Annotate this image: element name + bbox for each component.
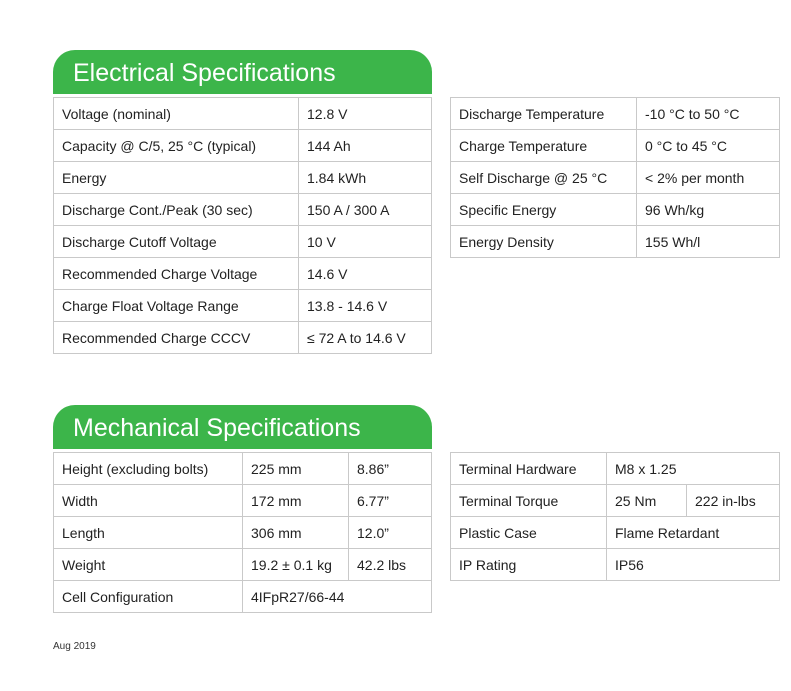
- spec-value: 0 °C to 45 °C: [637, 130, 780, 162]
- spec-value: 1.84 kWh: [299, 162, 432, 194]
- spec-label: Energy Density: [451, 226, 637, 258]
- spec-value: ≤ 72 A to 14.6 V: [299, 322, 432, 354]
- spec-label: Self Discharge @ 25 °C: [451, 162, 637, 194]
- spec-value: 25 Nm: [607, 485, 687, 517]
- spec-value: 19.2 ± 0.1 kg: [243, 549, 349, 581]
- table-row: [451, 485, 780, 517]
- electrical-specs-table: [53, 97, 432, 354]
- spec-value: 6.77”: [349, 485, 432, 517]
- spec-value: 14.6 V: [299, 258, 432, 290]
- spec-label: Discharge Cont./Peak (30 sec): [54, 194, 299, 226]
- spec-label: Plastic Case: [451, 517, 607, 549]
- document-date: Aug 2019: [53, 641, 96, 652]
- spec-label: Weight: [54, 549, 243, 581]
- spec-label: Width: [54, 485, 243, 517]
- table-row: [54, 453, 432, 485]
- spec-value: 172 mm: [243, 485, 349, 517]
- spec-label: Cell Configuration: [54, 581, 243, 613]
- spec-label: Specific Energy: [451, 194, 637, 226]
- mechanical-terminal-table: [450, 452, 780, 581]
- table-row: [54, 98, 432, 130]
- spec-value: 222 in-lbs: [687, 485, 780, 517]
- spec-label: Height (excluding bolts): [54, 453, 243, 485]
- table-row: [54, 258, 432, 290]
- spec-value: 144 Ah: [299, 130, 432, 162]
- table-row: [451, 194, 780, 226]
- spec-value: 13.8 - 14.6 V: [299, 290, 432, 322]
- table-row: [451, 549, 780, 581]
- table-row: [54, 226, 432, 258]
- spec-value: 225 mm: [243, 453, 349, 485]
- table-row: [54, 322, 432, 354]
- electrical-temperature-table: [450, 97, 780, 258]
- spec-value: IP56: [607, 549, 780, 581]
- spec-label: Recommended Charge CCCV: [54, 322, 299, 354]
- table-row: [54, 581, 432, 613]
- spec-value: 4IFpR27/66-44: [243, 581, 432, 613]
- table-row: [451, 226, 780, 258]
- table-row: [54, 517, 432, 549]
- spec-label: Discharge Cutoff Voltage: [54, 226, 299, 258]
- spec-value: 150 A / 300 A: [299, 194, 432, 226]
- spec-value: 155 Wh/l: [637, 226, 780, 258]
- table-row: [451, 130, 780, 162]
- spec-value: -10 °C to 50 °C: [637, 98, 780, 130]
- spec-value: Flame Retardant: [607, 517, 780, 549]
- spec-label: Discharge Temperature: [451, 98, 637, 130]
- table-row: [451, 517, 780, 549]
- spec-label: Terminal Hardware: [451, 453, 607, 485]
- spec-value: 8.86”: [349, 453, 432, 485]
- spec-value: 42.2 lbs: [349, 549, 432, 581]
- table-row: [54, 194, 432, 226]
- spec-label: Recommended Charge Voltage: [54, 258, 299, 290]
- spec-label: IP Rating: [451, 549, 607, 581]
- spec-value: 12.8 V: [299, 98, 432, 130]
- spec-value: 10 V: [299, 226, 432, 258]
- table-row: [451, 453, 780, 485]
- spec-label: Voltage (nominal): [54, 98, 299, 130]
- table-row: [451, 98, 780, 130]
- spec-value: 96 Wh/kg: [637, 194, 780, 226]
- spec-value: M8 x 1.25: [607, 453, 780, 485]
- spec-value: 12.0”: [349, 517, 432, 549]
- spec-label: Capacity @ C/5, 25 °C (typical): [54, 130, 299, 162]
- mechanical-specs-table: [53, 452, 432, 613]
- table-row: [451, 162, 780, 194]
- table-row: [54, 130, 432, 162]
- table-row: [54, 485, 432, 517]
- table-row: [54, 290, 432, 322]
- spec-label: Length: [54, 517, 243, 549]
- mechanical-specs-title: Mechanical Specifications: [53, 405, 432, 449]
- spec-label: Energy: [54, 162, 299, 194]
- spec-label: Terminal Torque: [451, 485, 607, 517]
- spec-label: Charge Temperature: [451, 130, 637, 162]
- electrical-specs-title: Electrical Specifications: [53, 50, 432, 94]
- spec-value: 306 mm: [243, 517, 349, 549]
- spec-label: Charge Float Voltage Range: [54, 290, 299, 322]
- table-row: [54, 549, 432, 581]
- spec-value: < 2% per month: [637, 162, 780, 194]
- table-row: [54, 162, 432, 194]
